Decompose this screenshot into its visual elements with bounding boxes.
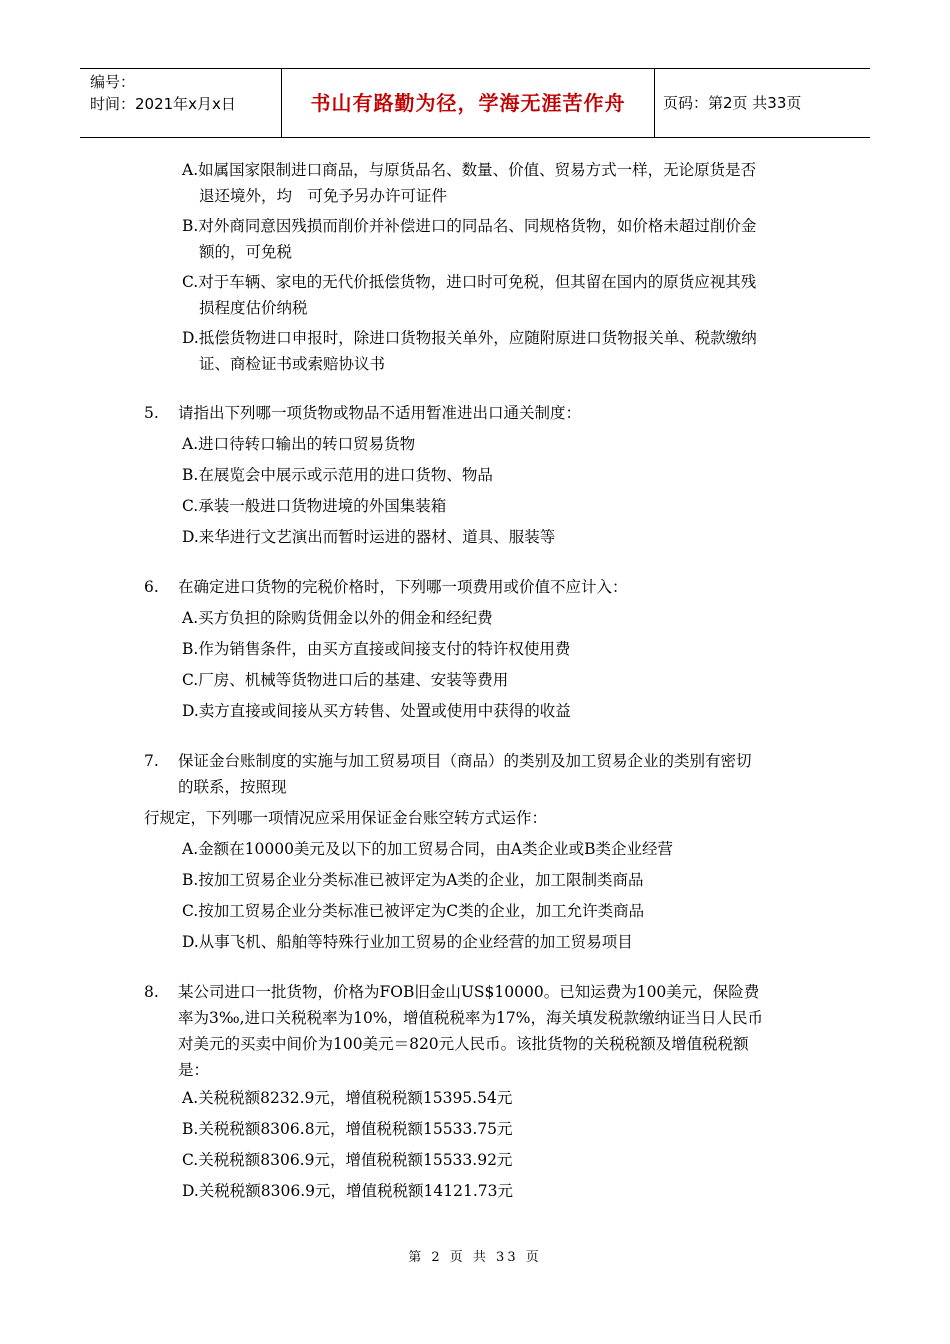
q7-text-line2: 的联系，按照现: [178, 778, 287, 796]
q5-text: 请指出下列哪一项货物或物品不适用暂准进出口通关制度：: [178, 404, 582, 422]
q8-option-d: D.关税税额8306.9元，增值税税额14121.73元: [182, 1182, 513, 1200]
q6-option-d: D.卖方直接或间接从买方转售、处置或使用中获得的收益: [182, 702, 571, 720]
page-footer: 第 2 页 共 33 页: [408, 1250, 542, 1265]
q5-option-c: C.承装一般进口货物进境的外国集装箱: [182, 497, 447, 515]
q6-number: 6.: [144, 578, 159, 596]
q4-option-a-line2: 退还境外，均 可免予另办许可证件: [199, 187, 448, 205]
q8-text-line3: 对美元的买卖中间价为100美元＝820元人民币。该批货物的关税税额及增值税税额: [178, 1035, 749, 1053]
q6-option-c: C.厂房、机械等货物进口后的基建、安装等费用: [182, 671, 509, 689]
q5-option-b: B.在展览会中展示或示范用的进口货物、物品: [182, 466, 493, 484]
q4-option-b-line1: B.对外商同意因残损而削价并补偿进口的同品名、同规格货物，如价格未超过削价金: [182, 217, 757, 235]
q4-option-c-line1: C.对于车辆、家电的无代价抵偿货物，进口时可免税，但其留在国内的原货应视其残: [182, 273, 757, 291]
q7-option-b: B.按加工贸易企业分类标准已被评定为A类的企业，加工限制类商品: [182, 871, 644, 889]
q5-option-d: D.来华进行文艺演出而暂时运进的器材、道具、服装等: [182, 528, 556, 546]
q8-text-line1: 某公司进口一批货物，价格为FOB旧金山US$10000。已知运费为100美元，保险费: [178, 983, 760, 1001]
q4-option-d-line1: D.抵偿货物进口申报时，除进口货物报关单外，应随附原进口货物报关单、税款缴纳: [182, 329, 757, 347]
page-number-label: 页码：第2页 共33页: [663, 94, 802, 112]
motto-text: 书山有路勤为径，学海无涯苦作舟: [282, 69, 655, 137]
q8-option-c: C.关税税额8306.9元，增值税税额15533.92元: [182, 1151, 513, 1169]
q4-option-b-line2: 额的，可免税: [199, 243, 293, 261]
q7-text-line3: 行规定，下列哪一项情况应采用保证金台账空转方式运作：: [144, 809, 548, 827]
q5-number: 5.: [144, 404, 159, 422]
q8-text-line2: 率为3‰,进口关税税率为10%，增值税税率为17%，海关填发税款缴纳证当日人民币: [178, 1009, 763, 1027]
q4-option-d-line2: 证、商检证书或索赔协议书: [199, 355, 386, 373]
q6-option-b: B.作为销售条件，由买方直接或间接支付的特许权使用费: [182, 640, 571, 658]
serial-number-label: 编号：: [90, 73, 136, 91]
header-left-cell: [80, 69, 282, 137]
q7-option-a: A.金额在10000美元及以下的加工贸易合同，由A类企业或B类企业经营: [182, 840, 674, 858]
q6-option-a: A.买方负担的除购货佣金以外的佣金和经纪费: [182, 609, 493, 627]
q4-option-a-line1: A.如属国家限制进口商品，与原货品名、数量、价值、贸易方式一样，无论原货是否: [182, 161, 757, 179]
q7-option-c: C.按加工贸易企业分类标准已被评定为C类的企业，加工允许类商品: [182, 902, 645, 920]
q8-text-line4: 是：: [178, 1061, 210, 1079]
q5-option-a: A.进口待转口输出的转口贸易货物: [182, 435, 416, 453]
page-header: [80, 68, 870, 138]
q4-option-c-line2: 损程度估价纳税: [199, 299, 308, 317]
q7-number: 7.: [144, 752, 159, 770]
q7-option-d: D.从事飞机、船舶等特殊行业加工贸易的企业经营的加工贸易项目: [182, 933, 633, 951]
q8-number: 8.: [144, 983, 159, 1001]
q7-text-line1: 保证金台账制度的实施与加工贸易项目（商品）的类别及加工贸易企业的类别有密切: [178, 752, 752, 770]
q8-option-b: B.关税税额8306.8元，增值税税额15533.75元: [182, 1120, 513, 1138]
q8-option-a: A.关税税额8232.9元，增值税税额15395.54元: [182, 1089, 513, 1107]
date-label: 时间：2021年x月x日: [90, 95, 236, 113]
q6-text: 在确定进口货物的完税价格时，下列哪一项费用或价值不应计入：: [178, 578, 628, 596]
